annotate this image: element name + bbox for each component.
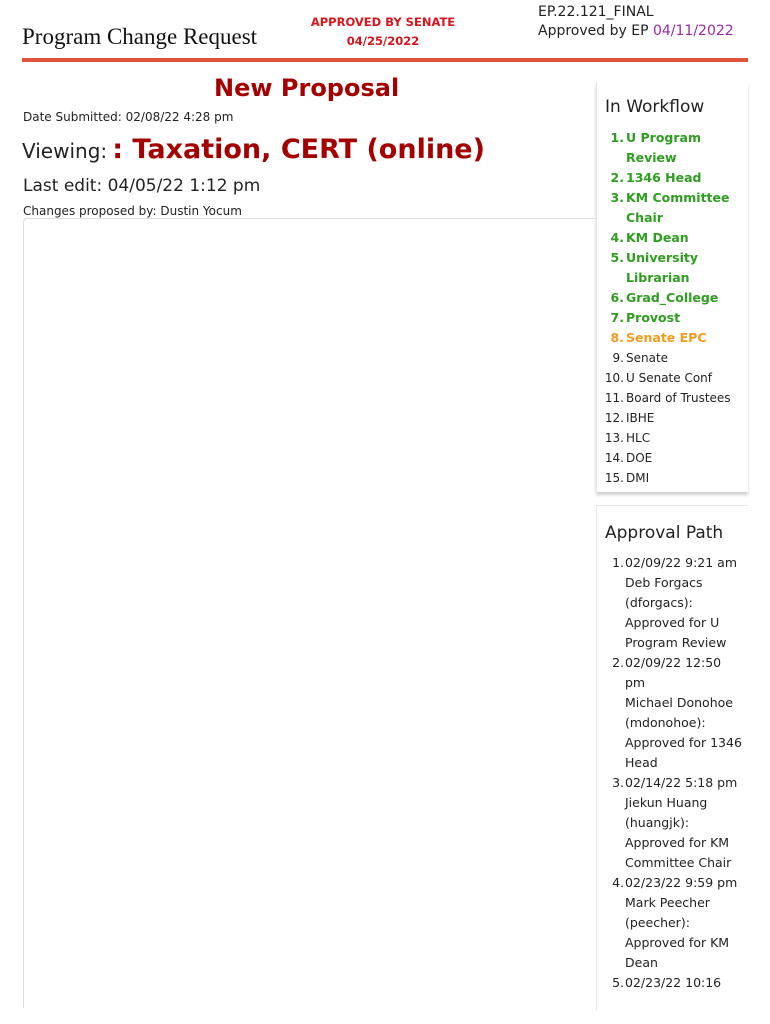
- proposal-content-area: [23, 218, 603, 1008]
- changes-proposed-by: Changes proposed by: Dustin Yocum: [23, 204, 242, 218]
- workflow-step: [597, 188, 749, 228]
- workflow-step: [597, 428, 749, 448]
- page-title: Program Change Request: [22, 24, 258, 49]
- workflow-step-number: 14.: [604, 451, 624, 465]
- approval-entry-line: Deb Forgacs: [625, 575, 703, 590]
- approval-entry-number: 4.: [612, 875, 624, 890]
- workflow-step-number: 9.: [612, 351, 624, 365]
- approval-entry-text: [624, 553, 748, 653]
- approval-entry-line: Approved for KM: [625, 935, 730, 950]
- workflow-step-number: 12.: [604, 411, 624, 425]
- approval-path-panel: [596, 505, 748, 1010]
- workflow-step: [597, 368, 749, 388]
- workflow-step-number: 6.: [610, 290, 624, 305]
- workflow-step-number: 3.: [610, 190, 624, 205]
- doc-ref-id: EP.22.121_FINAL: [538, 4, 654, 20]
- approval-entry-line: 02/09/22 9:21 am: [625, 555, 737, 570]
- approval-entry-line: Dean: [625, 955, 658, 970]
- viewing-line: [22, 134, 485, 165]
- proposal-heading: New Proposal: [214, 74, 400, 102]
- ep-approval-date: 04/11/2022: [652, 23, 734, 39]
- approval-entry: [597, 553, 749, 653]
- workflow-step-number: 5.: [610, 250, 624, 265]
- approval-entry-text: [624, 973, 748, 993]
- workflow-step-number: 13.: [604, 431, 624, 445]
- approval-entry-line: pm: [625, 675, 646, 690]
- approval-entry-line: Head: [625, 755, 658, 770]
- approval-entry-number: 1.: [612, 555, 624, 570]
- viewing-label: Viewing:: [22, 139, 108, 163]
- approval-entry: [597, 653, 749, 773]
- workflow-step-label: Provost: [626, 310, 681, 325]
- workflow-step: [597, 228, 749, 248]
- approval-entry-line: 02/23/22 9:59 pm: [625, 875, 738, 890]
- workflow-step: [597, 248, 749, 288]
- workflow-step-number: 10.: [604, 371, 624, 385]
- workflow-step: [597, 408, 749, 428]
- workflow-step: [597, 288, 749, 308]
- workflow-title: In Workflow: [605, 97, 705, 117]
- document-reference: [538, 3, 734, 41]
- approval-entry-number: 2.: [612, 655, 624, 670]
- workflow-step: [597, 448, 749, 468]
- approval-entry-line: Program Review: [625, 635, 727, 650]
- approval-entry-text: [624, 653, 748, 773]
- workflow-panel: [596, 82, 748, 492]
- workflow-step-label: DOE: [626, 451, 653, 465]
- workflow-step-number: 2.: [610, 170, 624, 185]
- approval-entry-number: 3.: [612, 775, 624, 790]
- header-divider: [22, 58, 748, 62]
- ep-approval-line: [538, 22, 734, 41]
- workflow-step: [597, 388, 749, 408]
- workflow-step-number: 1.: [610, 130, 624, 145]
- date-submitted: Date Submitted: 02/08/22 4:28 pm: [23, 110, 234, 124]
- senate-approval-date: 04/25/2022: [346, 34, 420, 48]
- workflow-step-label: KM Committee Chair: [626, 190, 730, 225]
- workflow-step-label: Senate: [626, 351, 669, 365]
- approval-entry-line: 02/09/22 12:50: [625, 655, 722, 670]
- approval-entry-line: Michael Donohoe: [625, 695, 733, 710]
- approval-path-list: [597, 553, 749, 993]
- workflow-step-label: DMI: [626, 471, 650, 485]
- last-edit: Last edit: 04/05/22 1:12 pm: [23, 176, 261, 196]
- approval-entry-line: Committee Chair: [625, 855, 732, 870]
- approval-entry: [597, 873, 749, 973]
- workflow-steps-list: [597, 128, 749, 488]
- workflow-step: [597, 128, 749, 168]
- workflow-step-label: Board of Trustees: [626, 391, 731, 405]
- workflow-step-label: 1346 Head: [626, 170, 702, 185]
- workflow-step-label: KM Dean: [626, 230, 689, 245]
- workflow-step-number: 11.: [604, 391, 624, 405]
- approval-entry-line: Jiekun Huang: [625, 795, 708, 810]
- workflow-step-number: 8.: [610, 330, 624, 345]
- workflow-step: [597, 168, 749, 188]
- approval-entry-number: 5.: [612, 975, 624, 990]
- approval-entry-line: 02/14/22 5:18 pm: [625, 775, 738, 790]
- approval-entry-line: Approved for KM: [625, 835, 730, 850]
- approval-entry-line: (peecher):: [625, 915, 690, 930]
- program-name: : Taxation, CERT (online): [112, 134, 485, 165]
- workflow-step-label: U Senate Conf: [626, 371, 713, 385]
- workflow-step-number: 4.: [610, 230, 624, 245]
- workflow-step-label: U Program Review: [626, 130, 701, 165]
- workflow-step-label: University Librarian: [626, 250, 698, 285]
- senate-approval-text: APPROVED BY SENATE: [310, 15, 456, 29]
- workflow-step-label: HLC: [626, 431, 651, 445]
- approval-entry-line: Approved for 1346: [625, 735, 742, 750]
- approval-entry-text: [624, 773, 748, 873]
- workflow-step: [597, 308, 749, 328]
- workflow-step-label: Grad_College: [626, 290, 719, 305]
- senate-approval-stamp: [300, 13, 466, 51]
- approval-entry-line: (dforgacs):: [625, 595, 693, 610]
- approval-entry-line: (mdonohoe):: [625, 715, 706, 730]
- workflow-step: [597, 328, 749, 348]
- ep-approval-prefix: Approved by EP: [538, 23, 649, 39]
- workflow-step: [597, 348, 749, 368]
- approval-path-title: Approval Path: [605, 523, 724, 543]
- workflow-step-label: Senate EPC: [626, 330, 707, 345]
- workflow-step-label: IBHE: [626, 411, 655, 425]
- approval-entry: [597, 973, 749, 993]
- approval-entry-line: Approved for U: [625, 615, 720, 630]
- approval-entry-line: 02/23/22 10:16: [625, 975, 722, 990]
- workflow-step-number: 7.: [610, 310, 624, 325]
- approval-entry-text: [624, 873, 748, 973]
- approval-entry: [597, 773, 749, 873]
- workflow-step: [597, 468, 749, 488]
- approval-entry-line: (huangjk):: [625, 815, 690, 830]
- workflow-step-number: 15.: [604, 471, 624, 485]
- approval-entry-line: Mark Peecher: [625, 895, 710, 910]
